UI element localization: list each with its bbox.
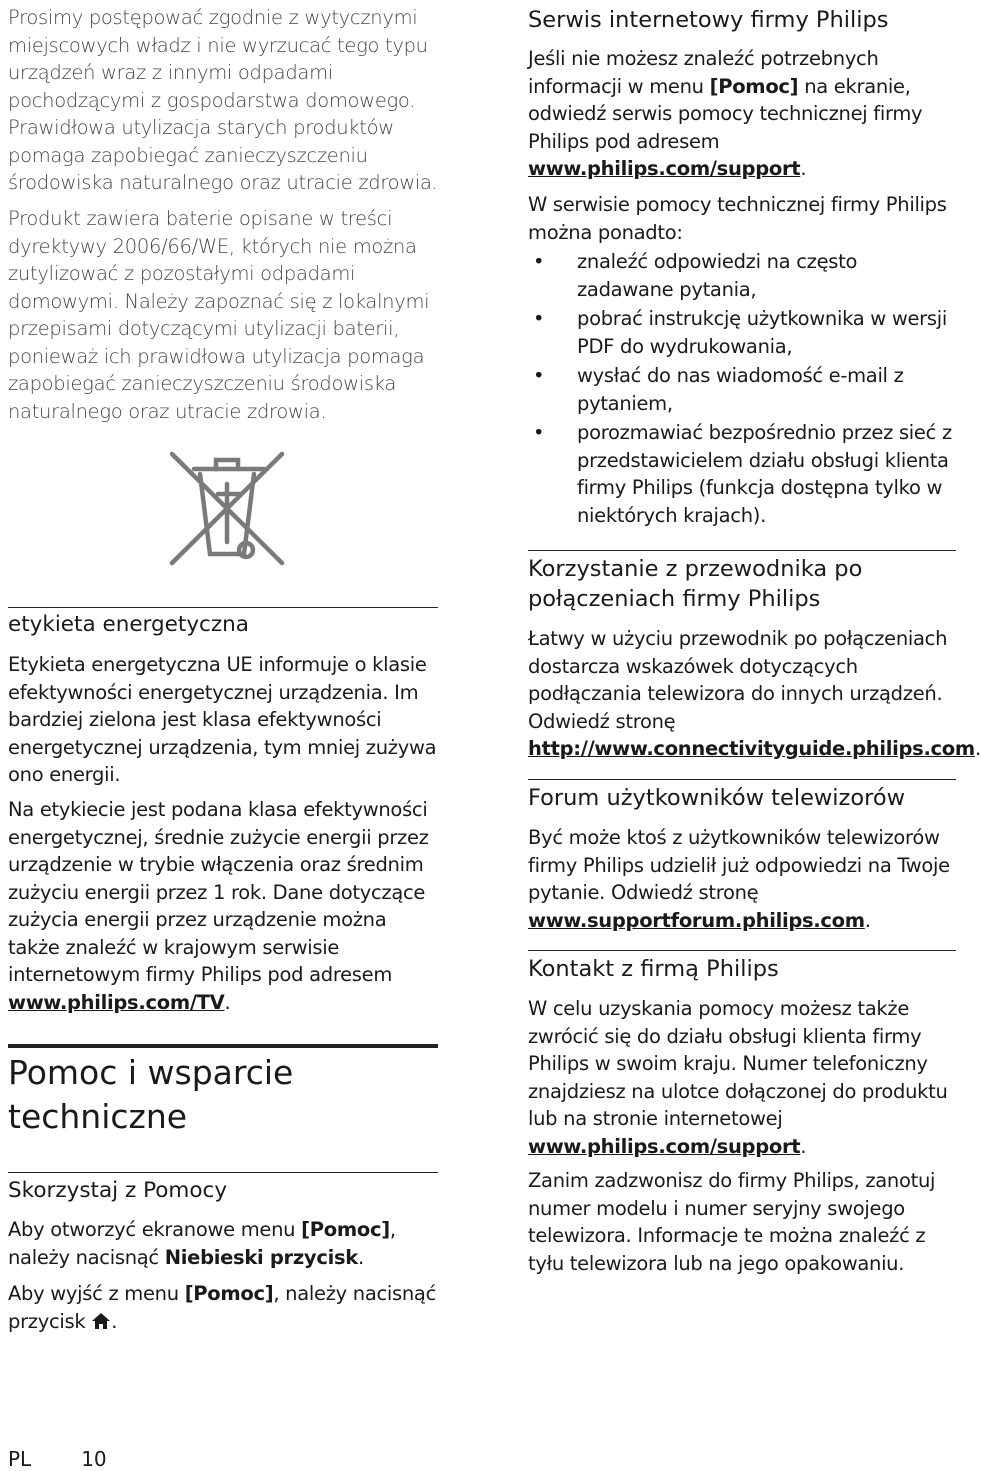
page-number: 10 bbox=[81, 1447, 107, 1471]
contact-paragraph-2: Zanim zadzwonisz do firmy Philips, zanotuj numer modelu i numer seryjny swojego telewizora. Informacje te można znaleźć z tyłu telewizora lub na jego opakowaniu. bbox=[528, 1169, 936, 1275]
energy-paragraph-1: Etykieta energetyczna UE informuje o klasie efektywności energetycznej urządzenia. Im bardziej zielona jest klasa efektywności energetycznej urządzenia, tym mniej zużywa ono energii. bbox=[8, 653, 437, 786]
contact-support-link[interactable]: www.philips.com/support bbox=[528, 1134, 801, 1158]
support-divider bbox=[8, 1044, 438, 1048]
philips-support-link[interactable]: www.philips.com/support bbox=[528, 157, 801, 180]
language-code: PL bbox=[8, 1447, 32, 1471]
guide-heading: Korzystanie z przewodnika po połączeniach firmy Philips bbox=[528, 556, 863, 612]
help-divider bbox=[8, 1172, 438, 1173]
support-forum-link[interactable]: www.supportforum.philips.com bbox=[528, 908, 865, 932]
disposal-paragraph: Prosimy postępować zgodnie z wytycznymi miejscowych władz i nie wyrzucać tego typu urządzeń wraz z innymi odpadami pochodzącymi z gospodarstwa domowego. Prawidłowa utylizacja starych produktów pomaga zapobiegać zanieczyszczeniu środowiska naturalnego oraz utracie zdrowia. bbox=[8, 6, 438, 194]
list-item: • znaleźć odpowiedzi na często zadawane pytania, bbox=[533, 250, 858, 301]
forum-divider bbox=[528, 779, 956, 780]
connectivity-guide-link[interactable]: http://www.connectivityguide.philips.com bbox=[528, 737, 975, 760]
philips-tv-link[interactable]: www.philips.com/TV bbox=[8, 990, 225, 1014]
forum-paragraph: Być może ktoś z użytkowników telewizorów firmy Philips udzielił już odpowiedzi na Twoje pytanie. Odwiedź stronę www.supportforum.philips.com. bbox=[528, 826, 950, 932]
list-item: • porozmawiać bezpośrednio przez sieć z przedstawicielem działu obsługi klienta firmy Philips (funkcja dostępna tylko w niektórych krajach). bbox=[533, 421, 952, 527]
page-title: Pomoc i wsparcie techniczne bbox=[8, 1053, 294, 1136]
contact-paragraph-1: W celu uzyskania pomocy możesz także zwrócić się do działu obsługi klienta firmy Philips w swoim kraju. Numer telefoniczny znajdziesz na ulotce dołączonej do produktu lub na stronie internetowej www.philips.com/support. bbox=[528, 997, 948, 1158]
web-heading: Serwis internetowy firmy Philips bbox=[528, 7, 889, 33]
guide-paragraph: Łatwy w użyciu przewodnik po połączeniach dostarcza wskazówek dotyczących podłączania telewizora do innych urządzeń. Odwiedź stronę http://www.connectivityguide.philips.com. bbox=[528, 627, 981, 760]
web-paragraph-2: W serwisie pomocy technicznej firmy Philips można ponadto: bbox=[528, 193, 947, 244]
web-paragraph-1: Jeśli nie możesz znaleźć potrzebnych informacji w menu [Pomoc] na ekranie, odwiedź serwis pomocy technicznej firmy Philips pod adresem www.philips.com/support. bbox=[528, 47, 923, 180]
page-footer bbox=[8, 1447, 107, 1471]
contact-heading: Kontakt z firmą Philips bbox=[528, 956, 779, 982]
energy-heading: etykieta energetyczna bbox=[8, 612, 249, 637]
energy-paragraph-2: Na etykiecie jest podana klasa efektywności energetycznej, średnie zużycie energii przez urządzenie w trybie włączenia oraz średnim zużyciu energii przez 1 rok. Dane dotyczące zużycia energii przez urządzenie można także znaleźć w krajowym serwisie internetowym firmy Philips pod adresem www.philips.com/TV. bbox=[8, 798, 429, 1014]
guide-divider bbox=[528, 550, 956, 551]
web-feature-list bbox=[528, 248, 956, 531]
help-close-paragraph: Aby wyjść z menu [Pomoc], należy nacisnąć przycisk . bbox=[8, 1282, 437, 1333]
crossed-bin-icon bbox=[164, 446, 290, 571]
energy-divider bbox=[8, 607, 438, 608]
contact-divider bbox=[528, 950, 956, 951]
list-item: • wysłać do nas wiadomość e-mail z pytaniem, bbox=[533, 364, 904, 415]
forum-heading: Forum użytkowników telewizorów bbox=[528, 785, 906, 811]
list-item: • pobrać instrukcję użytkownika w wersji PDF do wydrukowania, bbox=[533, 307, 947, 358]
home-icon bbox=[91, 1312, 111, 1330]
help-open-paragraph: Aby otworzyć ekranowe menu [Pomoc], należy nacisnąć Niebieski przycisk. bbox=[8, 1218, 396, 1269]
battery-paragraph: Produkt zawiera baterie opisane w treści dyrektywy 2006/66/WE, których nie można zutylizować z pozostałymi odpadami domowymi. Należy zapoznać się z lokalnymi przepisami dotyczącymi utylizacji baterii, ponieważ ich prawidłowa utylizacja pomaga zapobiegać zanieczyszczeniu środowiska naturalnego oraz utracie zdrowia. bbox=[8, 207, 430, 423]
help-heading: Skorzystaj z Pomocy bbox=[8, 1178, 228, 1203]
